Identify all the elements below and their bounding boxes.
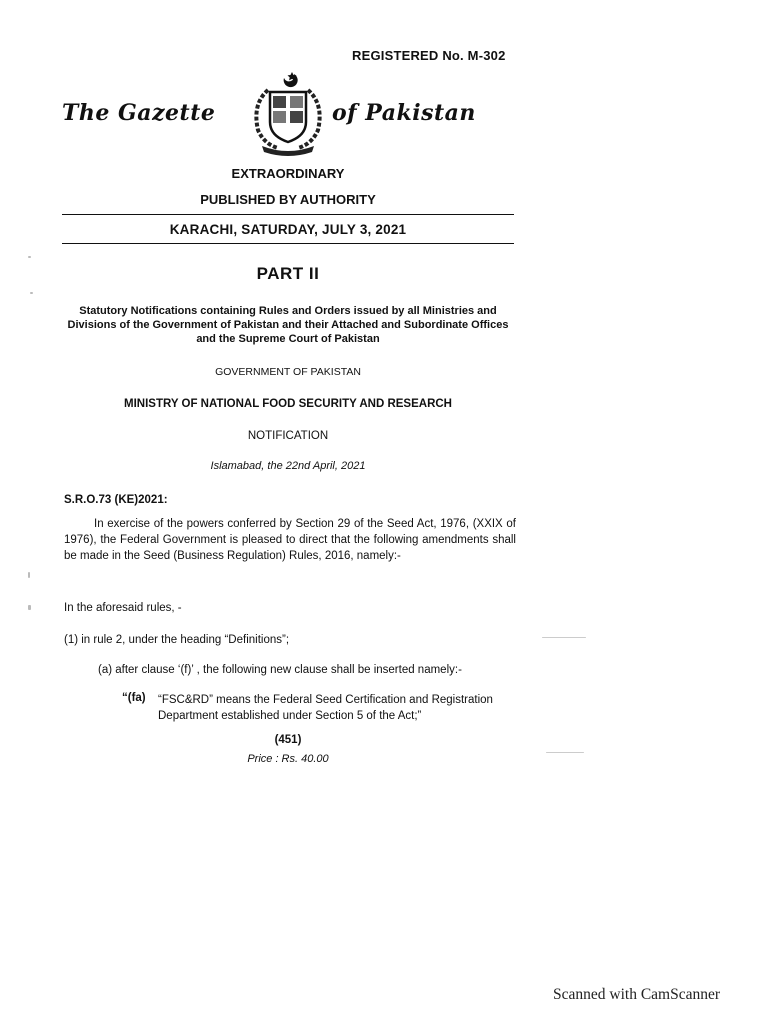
top-rule bbox=[62, 214, 514, 215]
scan-speck bbox=[28, 605, 31, 610]
scan-speck bbox=[30, 292, 33, 294]
scan-speck bbox=[542, 637, 586, 638]
ministry-heading: MINISTRY OF NATIONAL FOOD SECURITY AND RESEARCH bbox=[124, 398, 452, 410]
intro-paragraph: In exercise of the powers conferred by Section 29 of the Seed Act, 1976, (XXIX of 1976), the Federal Government is pleased to direct that the following amendments shall be made in the Seed (Business Regulation) Rules, 2016, namely:- bbox=[64, 518, 516, 562]
masthead-title-left: The Gazette bbox=[62, 100, 216, 126]
scan-speck bbox=[28, 572, 30, 578]
masthead-title-right: of Pakistan bbox=[332, 100, 476, 126]
clause-a: (a) after clause ‘(f)’ , the following new clause shall be inserted namely:- bbox=[98, 664, 462, 676]
extraordinary-label: EXTRAORDINARY bbox=[231, 166, 345, 181]
statutory-description: Statutory Notifications containing Rules and Orders issued by all Ministries and Divisions of the Government of Pakistan and their Attached and Subordinate Offices and the Supreme Court of Pakistan bbox=[67, 305, 509, 345]
scan-speck bbox=[28, 256, 31, 258]
page-number: (451) bbox=[274, 734, 302, 746]
published-by-authority: PUBLISHED BY AUTHORITY bbox=[200, 192, 376, 207]
place-date: Islamabad, the 22nd April, 2021 bbox=[210, 460, 366, 472]
scan-speck bbox=[546, 752, 584, 753]
state-emblem-icon bbox=[240, 70, 336, 158]
dateline: KARACHI, SATURDAY, JULY 3, 2021 bbox=[169, 222, 407, 237]
notification-heading: NOTIFICATION bbox=[247, 430, 329, 442]
aforesaid-line: In the aforesaid rules, - bbox=[64, 602, 182, 614]
price: Price : Rs. 40.00 bbox=[247, 753, 329, 765]
rule-2-line: (1) in rule 2, under the heading “Definitions”; bbox=[64, 634, 290, 646]
part-heading: PART II bbox=[256, 264, 320, 283]
gazette-masthead bbox=[62, 92, 512, 152]
scanner-watermark: Scanned with CamScanner bbox=[553, 986, 721, 1003]
clause-fa-label: “(fa) bbox=[122, 692, 146, 704]
government-heading: GOVERNMENT OF PAKISTAN bbox=[215, 366, 361, 378]
sro-number: S.R.O.73 (KE)2021: bbox=[64, 494, 168, 506]
bottom-rule bbox=[62, 243, 514, 244]
clause-fa-text: “FSC&RD” means the Federal Seed Certification and Registration Department established under Section 5 of the Act;” bbox=[158, 694, 493, 722]
registered-number: REGISTERED No. M-302 bbox=[352, 48, 506, 63]
